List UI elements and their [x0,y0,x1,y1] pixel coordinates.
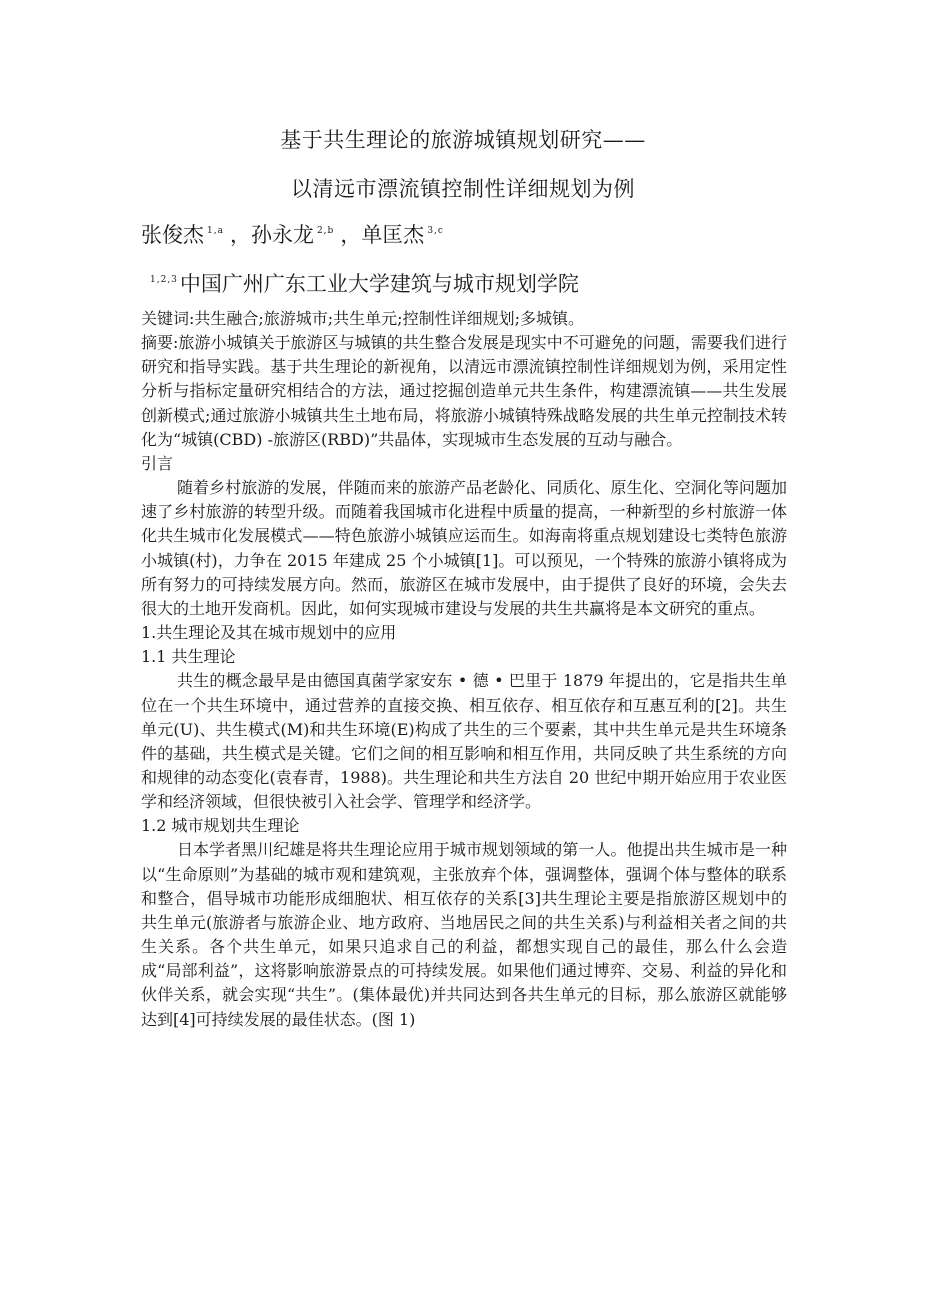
author-name-3: 单匡杰 [361,223,425,247]
author-list [141,219,450,249]
author-name-1: 张俊杰 [141,223,204,247]
author-separator-2: ， [340,223,362,247]
paper-title-line-2: 以清远市漂流镇控制性详细规划为例 [291,177,635,201]
author-affil-mark-3: 3,c [427,226,444,236]
section-1-2-heading: 1.2 城市规划共生理论 [141,816,300,836]
section-1-1-paragraph: 共生的概念最早是由德国真菌学家安东 • 德 • 巴里于 1879 年提出的，它是指共生单位在一个共生环境中，通过营养的直接交换、相互依存、相互依存和互惠互利的[2]。共生单元(U)、共生模式(M)和共生环境(E)构成了共生的三个要素，其中共生单元是共生环境条件的基础，共生模式是关键。它们之间的相互影响和相互作用，共同反映了共生系统的方向和规律的动态变化(袁春青，1988)。共生理论和共生方法自 20 世纪中期开始应用于农业医学和经济领域，但很快被引入社会学、管理学和经济学。 [141,671,787,812]
author-affil-mark-1: 1,a [207,226,224,236]
affiliation-text: 中国广州广东工业大学建筑与城市规划学院 [179,272,579,296]
intro-heading: 引言 [141,453,174,473]
author-separator-1: ， [229,223,251,247]
section-1-1-heading: 1.1 共生理论 [141,647,236,667]
author-affil-mark-2: 2,b [316,226,335,236]
affiliation [150,268,579,298]
paper-body [141,307,787,1032]
affiliation-mark: 1,2,3 [150,275,178,285]
paper-title-line-1: 基于共生理论的旅游城镇规划研究—— [280,128,646,152]
intro-paragraph: 随着乡村旅游的发展，伴随而来的旅游产品老龄化、同质化、原生化、空洞化等问题加速了乡村旅游的转型升级。而随着我国城市化进程中质量的提高，一种新型的乡村旅游一体化共生城市化发展模式——特色旅游小城镇应运而生。如海南将重点规划建设七类特色旅游小城镇(村)，力争在 2015 年建成 25 个小城镇[1]。可以预见，一个特殊的旅游小镇将成为所有努力的可持续发展方向。然而，旅游区在城市发展中，由于提供了良好的环境，会失去很大的土地开发商机。因此，如何实现城市建设与发展的共生共赢将是本文研究的重点。 [141,478,787,618]
abstract: 摘要:旅游小城镇关于旅游区与城镇的共生整合发展是现实中不可避免的问题，需要我们进行研究和指导实践。基于共生理论的新视角，以清远市漂流镇控制性详细规划为例，采用定性分析与指标定量研究相结合的方法，通过挖掘创造单元共生条件，构建漂流镇——共生发展创新模式;通过旅游小城镇共生土地布局，将旅游小城镇特殊战略发展的共生单元控制技术转化为“城镇(CBD) -旅游区(RBD)”共晶体，实现城市生态发展的互动与融合。 [141,333,787,449]
section-1-heading: 1.共生理论及其在城市规划中的应用 [141,623,397,643]
section-1-2-paragraph: 日本学者黑川纪雄是将共生理论应用于城市规划领域的第一人。他提出共生城市是一种以“生命原则”为基础的城市观和建筑观，主张放弃个体，强调整体，强调个体与整体的联系和整合，倡导城市功能形成细胞状、相互依存的关系[3]共生理论主要是指旅游区规划中的共生单元(旅游者与旅游企业、地方政府、当地居民之间的共生关系)与利益相关者之间的共生关系。各个共生单元，如果只追求自己的利益，都想实现自己的最佳，那么什么会造成“局部利益”，这将影响旅游景点的可持续发展。如果他们通过博弈、交易、利益的异化和伙伴关系，就会实现“共生”。(集体最优)并共同达到各共生单元的目标，那么旅游区就能够达到[4]可持续发展的最佳状态。(图 1) [141,840,787,1029]
author-name-2: 孙永龙 [250,223,314,247]
keywords: 关键词:共生融合;旅游城市;共生单元;控制性详细规划;多城镇。 [141,309,584,328]
